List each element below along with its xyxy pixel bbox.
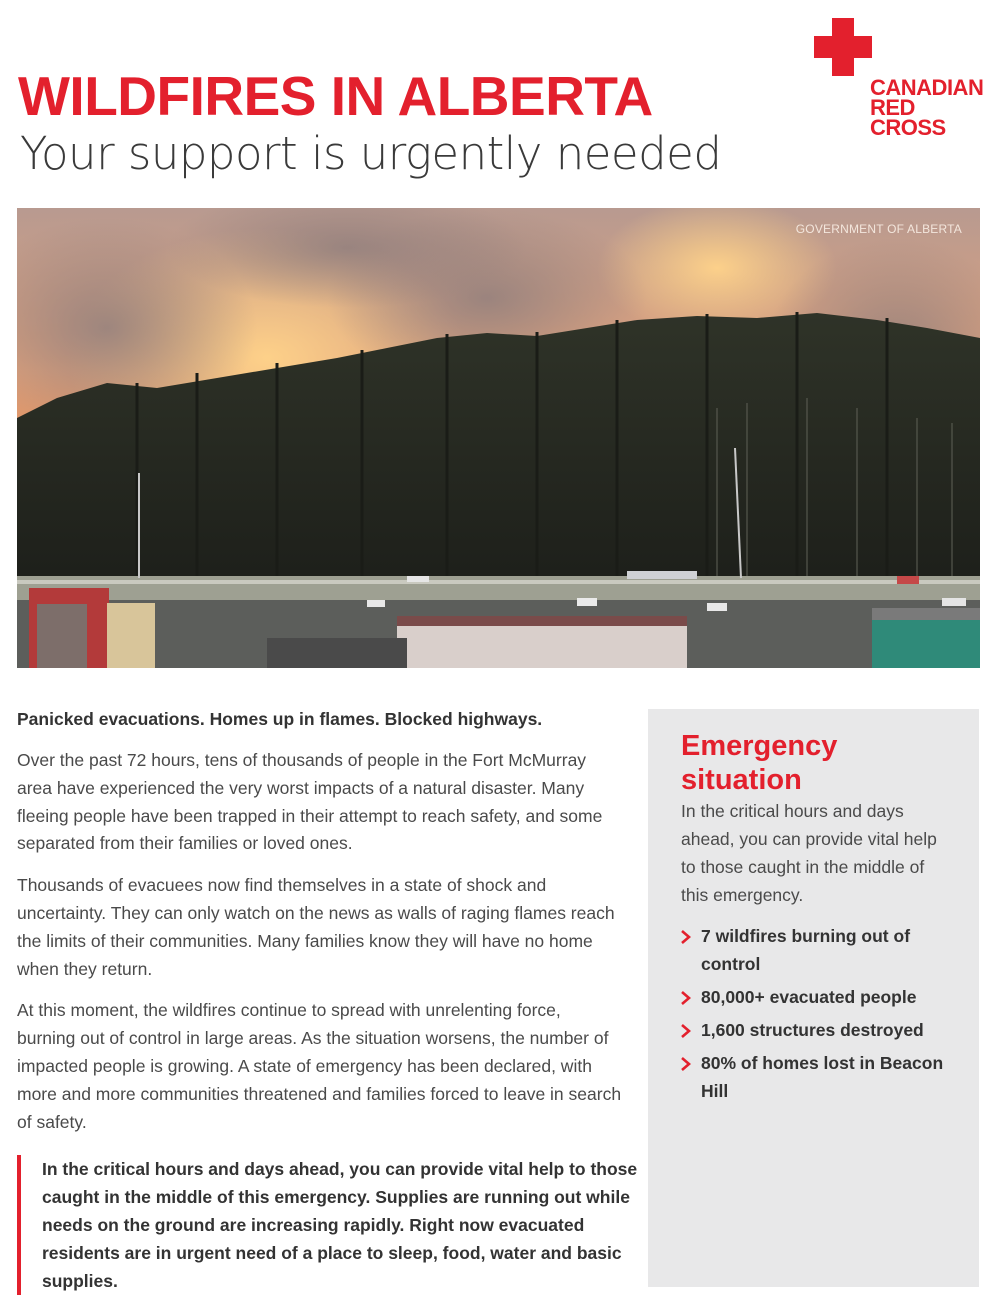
stats-list: [680, 922, 970, 1110]
red-cross-icon: [814, 18, 872, 76]
page-subtitle: Your support is urgently needed: [20, 127, 722, 180]
stat-text: 7 wildfires burning out of control: [701, 926, 911, 974]
stat-text: 80,000+ evacuated people: [701, 987, 917, 1007]
stat-text: 1,600 structures destroyed: [701, 1020, 924, 1040]
article-paragraph-1: Over the past 72 hours, tens of thousands of people in the Fort McMurray area have experienced the very worst impacts of a natural disaster. Many fleeing people have been trapped in their attempt to reach safety, and some separated from their families or loved ones.: [17, 750, 603, 854]
sidebar-text: In the critical hours and days ahead, you can provide vital help to those caught in the middle of this emergency.: [681, 801, 937, 905]
wildfire-photo: [17, 208, 980, 668]
stat-item: [680, 983, 970, 1011]
article-paragraph-3: At this moment, the wildfires continue to spread with unrelenting force, burning out of control in large areas. As the situation worsens, the number of impacted people is growing. A state of emergency has been declared, with more and more communities threatened and families forced to leave in search of safety.: [17, 1000, 622, 1132]
logo-line-1: CANADIAN: [870, 75, 984, 100]
article-lead: Panicked evacuations. Homes up in flames. Blocked highways.: [17, 709, 543, 729]
photo-credit: GOVERNMENT OF ALBERTA: [795, 222, 962, 236]
chevron-right-icon: [680, 1057, 692, 1071]
stat-item: [680, 922, 970, 978]
article-paragraph-2: Thousands of evacuees now find themselves in a state of shock and uncertainty. They can only watch on the news as walls of raging flames reach the limits of their communities. Many families know they will have no home when they return.: [17, 875, 615, 979]
article-body: [17, 705, 622, 1150]
red-cross-logo: [812, 18, 987, 140]
emergency-sidebar: [648, 709, 979, 1287]
chevron-right-icon: [680, 991, 692, 1005]
stat-text: 80% of homes lost in Beacon Hill: [701, 1053, 944, 1101]
sidebar-title: Emergency situation: [681, 730, 838, 796]
page-title: WILDFIRES IN ALBERTA: [18, 65, 653, 127]
stat-item: [680, 1016, 970, 1044]
logo-line-2: RED CROSS: [870, 95, 946, 140]
logo-wordmark: [870, 75, 987, 140]
stat-item: [680, 1049, 970, 1105]
pull-quote: In the critical hours and days ahead, you can provide vital help to those caught in the middle of this emergency. Supplies are running out while needs on the ground are increasing rapidly. Right now evacuated residents are in urgent need of a place to sleep, food, water and basic supplies.: [17, 1155, 642, 1295]
chevron-right-icon: [680, 1024, 692, 1038]
chevron-right-icon: [680, 930, 692, 944]
